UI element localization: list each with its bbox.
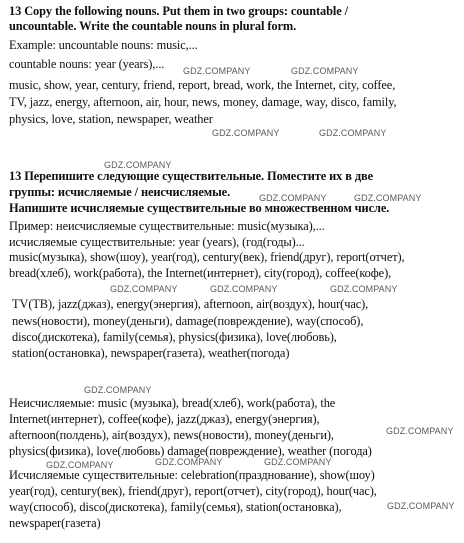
uncountable-answer-line: Internet(интернет), coffee(кофе), jazz(джаз), energy(энергия), (9, 412, 320, 426)
countable-line-en: countable nouns: year (years),... (9, 57, 165, 71)
watermark: GDZ.COMPANY (210, 284, 278, 294)
watermark: GDZ.COMPANY (155, 457, 223, 467)
countable-answer-line: newspaper(газета) (9, 516, 101, 530)
watermark: GDZ.COMPANY (259, 193, 327, 203)
watermark: GDZ.COMPANY (330, 284, 398, 294)
countable-answer-line: way(способ), disco(дискотека), family(семья), station(остановка), (9, 500, 342, 514)
watermark: GDZ.COMPANY (264, 457, 332, 467)
exercise-heading-en-cont: uncountable. Write the countable nouns in plural form. (9, 19, 297, 33)
watermark: GDZ.COMPANY (46, 460, 114, 470)
watermark: GDZ.COMPANY (386, 426, 454, 436)
word-list-line: bread(хлеб), work(работа), the Internet(интернет), city(город), coffee(кофе), (9, 266, 392, 280)
watermark: GDZ.COMPANY (319, 128, 387, 138)
countable-answer-line: Исчисляемые существительные: celebration(празднование), show(шоу) (9, 468, 375, 482)
exercise-heading-ru-cont: группы: исчисляемые / неисчисляемые. (9, 185, 231, 199)
word-list-line: music(музыка), show(шоу), year(год), century(век), friend(друг), report(отчет), (9, 250, 405, 264)
watermark: GDZ.COMPANY (387, 501, 455, 511)
word-list-line: disco(дискотека), family(семья), physics(физика), love(любовь), (12, 330, 337, 344)
watermark: GDZ.COMPANY (104, 160, 172, 170)
watermark: GDZ.COMPANY (183, 66, 251, 76)
watermark: GDZ.COMPANY (354, 193, 422, 203)
example-line-en: Example: uncountable nouns: music,... (9, 38, 198, 52)
word-list-line: music, show, year, century, friend, report, bread, work, the Internet, city, coffee, (9, 78, 396, 92)
uncountable-answer-line: physics(физика), love(любовь) damage(повреждение), weather (погода) (9, 444, 372, 458)
word-list-line: news(новости), money(деньги), damage(повреждение), way(способ), (12, 314, 364, 328)
word-list-line: station(остановка), newspaper(газета), weather(погода) (12, 346, 290, 360)
uncountable-answer-line: Неисчисляемые: music (музыка), bread(хлеб), work(работа), the (9, 396, 336, 410)
word-list-line: physics, love, station, newspaper, weather (9, 112, 213, 126)
exercise-heading-ru: 13 Перепишите следующие существительные. Поместите их в две (9, 169, 374, 183)
watermark: GDZ.COMPANY (212, 128, 280, 138)
uncountable-answer-line: afternoon(полдень), air(воздух), news(новости), money(деньги), (9, 428, 334, 442)
word-list-line: TV, jazz, energy, afternoon, air, hour, news, money, damage, way, disco, family, (9, 95, 397, 109)
watermark: GDZ.COMPANY (291, 66, 359, 76)
example-line-ru: Пример: неисчисляемые существительные: music(музыка),... (9, 219, 325, 233)
countable-answer-line: year(год), century(век), friend(друг), report(отчет), city(город), hour(час), (9, 484, 377, 498)
watermark: GDZ.COMPANY (84, 385, 152, 395)
word-list-line: TV(ТВ), jazz(джаз), energy(энергия), afternoon, air(воздух), hour(час), (12, 297, 369, 311)
watermark: GDZ.COMPANY (110, 284, 178, 294)
countable-line-ru: исчисляемые существительные: year (years), (год(годы)... (9, 235, 305, 249)
exercise-heading-en: 13 Copy the following nouns. Put them in two groups: countable / (9, 4, 348, 18)
exercise-heading-ru-cont: Напишите исчисляемые существительные во множественном числе. (9, 201, 390, 215)
